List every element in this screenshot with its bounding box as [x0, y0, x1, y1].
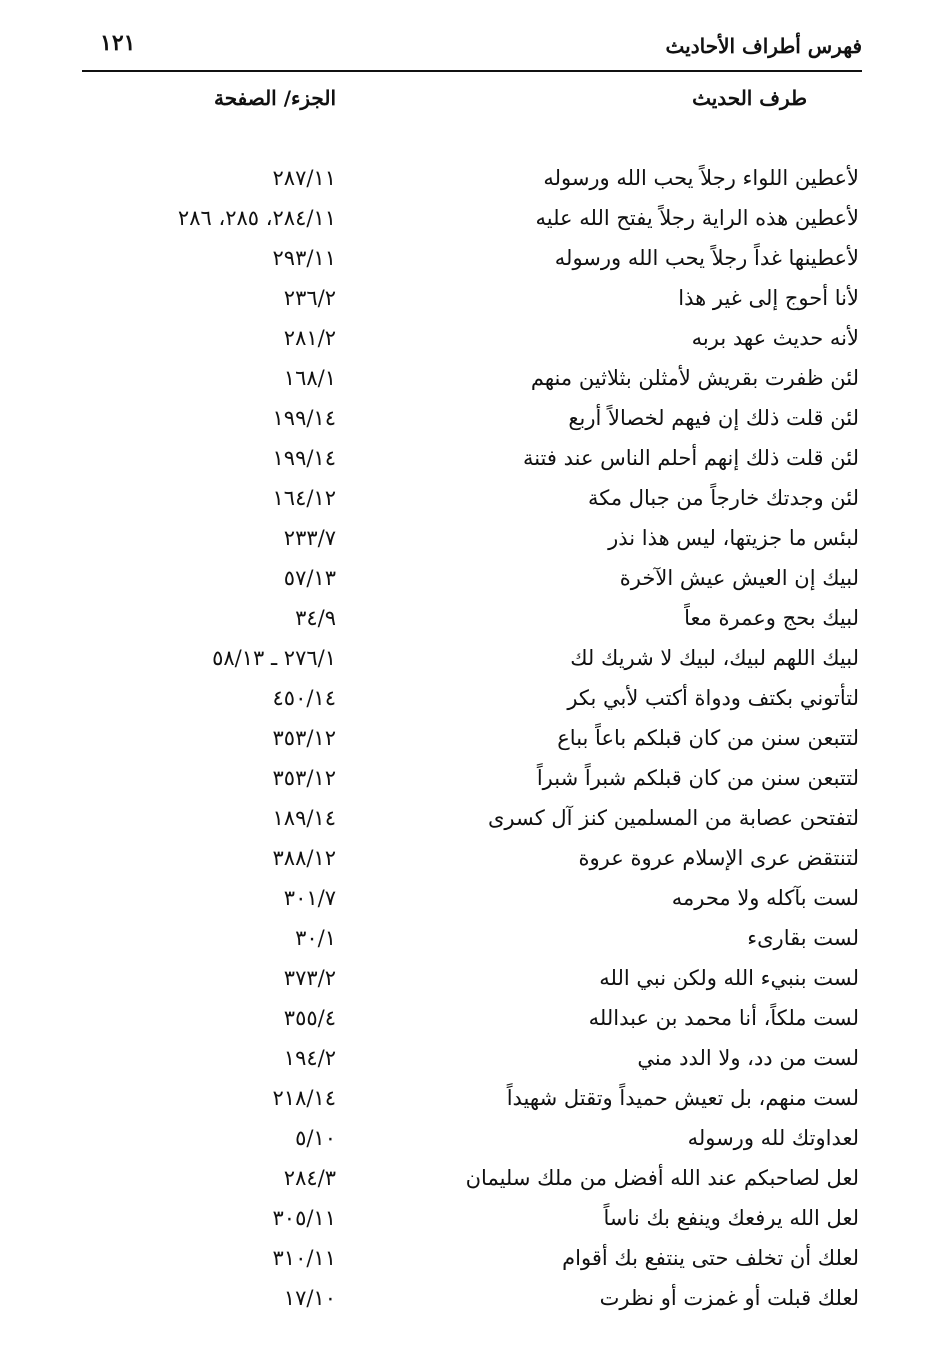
index-entry: [0, 1282, 943, 1322]
hadith-text: لأنا أحوج إلى غير هذا: [678, 286, 859, 310]
volume-page-ref: ١٩٩/١٤: [272, 406, 336, 430]
page-number: ١٢١: [100, 30, 136, 56]
volume-page-ref: ٣٠/١: [295, 926, 336, 950]
index-entry: [0, 1202, 943, 1242]
hadith-text: لئن ظفرت بقريش لأمثلن بثلاثين منهم: [530, 366, 859, 390]
hadith-text: لست من دد، ولا الدد مني: [637, 1046, 859, 1070]
hadith-text: لست ملكاً، أنا محمد بن عبدالله: [588, 1006, 859, 1030]
hadith-text: لأعطين اللواء رجلاً يحب الله ورسوله: [543, 166, 859, 190]
index-entry: [0, 642, 943, 682]
volume-page-ref: ٣٥٣/١٢: [272, 766, 336, 790]
volume-page-ref: ١٧/١٠: [283, 1286, 336, 1310]
volume-page-ref: ٥/١٠: [295, 1126, 336, 1150]
index-entry: [0, 1042, 943, 1082]
hadith-text: لعلك قبلت أو غمزت أو نظرت: [599, 1286, 859, 1310]
volume-page-ref: ٢١٨/١٤: [272, 1086, 336, 1110]
index-entry: [0, 202, 943, 242]
volume-page-ref: ٣١٠/١١: [272, 1246, 336, 1270]
hadith-text: لئن وجدتك خارجاً من جبال مكة: [587, 486, 859, 510]
volume-page-ref: ٢٨١/٢: [283, 326, 336, 350]
volume-page-ref: ٢٨٤/١١، ٢٨٥، ٢٨٦: [177, 206, 336, 230]
hadith-text: لعلك أن تخلف حتى ينتفع بك أقوام: [562, 1246, 859, 1270]
volume-page-ref: ٢٣٣/٧: [283, 526, 336, 550]
column-header-hadith: طرف الحديث: [692, 86, 807, 110]
index-entry: [0, 482, 943, 522]
index-entry: [0, 1242, 943, 1282]
index-entry: [0, 762, 943, 802]
hadith-text: لأعطينها غداً رجلاً يحب الله ورسوله: [554, 246, 859, 270]
hadith-index-list: [0, 162, 943, 1322]
index-entry: [0, 442, 943, 482]
hadith-text: لئن قلت ذلك إن فيهم لخصالاً أربع: [568, 406, 859, 430]
volume-page-ref: ٢٣٦/٢: [283, 286, 336, 310]
index-entry: [0, 1122, 943, 1162]
index-entry: [0, 562, 943, 602]
running-title: فهرس أطراف الأحاديث: [665, 34, 862, 58]
index-entry: [0, 522, 943, 562]
index-entry: [0, 162, 943, 202]
hadith-text: لست بنبيء الله ولكن نبي الله: [599, 966, 859, 990]
volume-page-ref: ٢٧٦/١ ـ ٥٨/١٣: [212, 646, 336, 670]
volume-page-ref: ١٦٨/١: [283, 366, 336, 390]
index-entry: [0, 402, 943, 442]
index-entry: [0, 282, 943, 322]
index-entry: [0, 882, 943, 922]
index-entry: [0, 802, 943, 842]
volume-page-ref: ٣٥٥/٤: [283, 1006, 336, 1030]
index-entry: [0, 722, 943, 762]
hadith-text: لست بقارىء: [747, 926, 859, 950]
volume-page-ref: ٣٠١/٧: [283, 886, 336, 910]
hadith-text: لتنتقض عرى الإسلام عروة عروة: [578, 846, 859, 870]
volume-page-ref: ٣٠٥/١١: [272, 1206, 336, 1230]
hadith-text: لأنه حديث عهد بربه: [691, 326, 859, 350]
index-entry: [0, 322, 943, 362]
hadith-text: لئن قلت ذلك إنهم أحلم الناس عند فتنة: [522, 446, 859, 470]
hadith-text: لبيك اللهم لبيك، لبيك لا شريك لك: [570, 646, 859, 670]
volume-page-ref: ٥٧/١٣: [283, 566, 336, 590]
index-entry: [0, 1002, 943, 1042]
hadith-text: لبيك إن العيش عيش الآخرة: [619, 566, 859, 590]
index-entry: [0, 242, 943, 282]
volume-page-ref: ٣٧٣/٢: [283, 966, 336, 990]
hadith-text: لبئس ما جزيتها، ليس هذا نذر: [608, 526, 859, 550]
hadith-text: لست بآكله ولا محرمه: [671, 886, 859, 910]
hadith-text: لتتبعن سنن من كان قبلكم باعاً بباع: [557, 726, 859, 750]
hadith-text: لتفتحن عصابة من المسلمين كنز آل كسرى: [487, 806, 859, 830]
hadith-text: لست منهم، بل تعيش حميداً وتقتل شهيداً: [506, 1086, 859, 1110]
header-rule: [82, 70, 862, 72]
volume-page-ref: ٢٨٧/١١: [272, 166, 336, 190]
hadith-text: لتتبعن سنن من كان قبلكم شبراً شبراً: [536, 766, 859, 790]
hadith-text: لأعطين هذه الراية رجلاً يفتح الله عليه: [535, 206, 859, 230]
volume-page-ref: ٣٤/٩: [295, 606, 336, 630]
hadith-text: لعل الله يرفعك وينفع بك ناساً: [603, 1206, 859, 1230]
index-entry: [0, 362, 943, 402]
hadith-text: لعل لصاحبكم عند الله أفضل من ملك سليمان: [465, 1166, 859, 1190]
index-entry: [0, 1162, 943, 1202]
index-entry: [0, 602, 943, 642]
volume-page-ref: ٢٨٤/٣: [283, 1166, 336, 1190]
volume-page-ref: ٣٨٨/١٢: [272, 846, 336, 870]
index-entry: [0, 842, 943, 882]
volume-page-ref: ١٩٤/٢: [283, 1046, 336, 1070]
column-header-reference: الجزء/ الصفحة: [213, 86, 336, 110]
volume-page-ref: ١٩٩/١٤: [272, 446, 336, 470]
hadith-text: لبيك بحج وعمرة معاً: [684, 606, 859, 630]
index-entry: [0, 682, 943, 722]
volume-page-ref: ٣٥٣/١٢: [272, 726, 336, 750]
hadith-text: لعداوتك لله ورسوله: [687, 1126, 859, 1150]
volume-page-ref: ١٨٩/١٤: [272, 806, 336, 830]
running-header: [82, 30, 862, 66]
volume-page-ref: ١٦٤/١٢: [272, 486, 336, 510]
volume-page-ref: ٢٩٣/١١: [272, 246, 336, 270]
index-entry: [0, 962, 943, 1002]
index-entry: [0, 1082, 943, 1122]
volume-page-ref: ٤٥٠/١٤: [272, 686, 336, 710]
hadith-text: لتأتوني بكتف ودواة أكتب لأبي بكر: [567, 686, 859, 710]
index-entry: [0, 922, 943, 962]
